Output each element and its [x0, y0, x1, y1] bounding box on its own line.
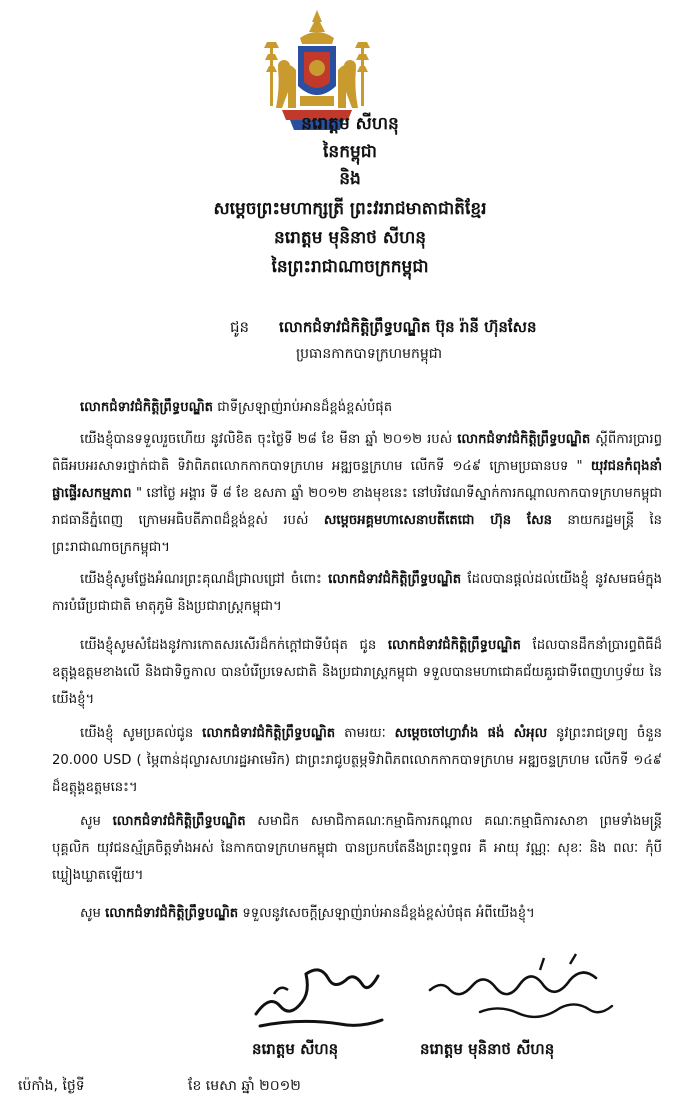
paragraph-blessing — [52, 808, 662, 889]
p2-text-a: យើងខ្ញុំបានទទួលរួចហើយ នូវលិខិត ចុះថ្ងៃទី ២៨ ខែ មីនា ឆ្នាំ ២០១២ របស់ — [80, 432, 458, 447]
p7-honorific: លោកជំទាវជំកិត្តិព្រឹទ្ធបណ្ឌិត — [105, 906, 239, 921]
signature-name-queen: នរោត្តម មុនិនាថ សីហនុ — [420, 1040, 555, 1058]
p4-text-a: យើងខ្ញុំសូមសំដែងនូវការកោតសរសើរដ៏កក់ក្តៅជាទីបំផុត ជូន — [80, 638, 388, 653]
header-queen-title: សម្តេចព្រះមហាក្សត្រី ព្រះវររាជមាតាជាតិខ្មែរ — [213, 199, 487, 219]
p5-honorific: លោកជំទាវជំកិត្តិព្រឹទ្ធបណ្ឌិត — [202, 726, 336, 741]
footer-month-year: ខែ មេសា ឆ្នាំ ២០១២ — [188, 1078, 301, 1094]
p3-text-c: ដែលបានផ្តល់ដល់យើងខ្ញុំ នូវសមធម៌ក្នុងការបំរើប្រជាជាតិ មាតុភូមិ និងប្រជារាស្ត្រកម្ពុជា។ — [52, 572, 662, 614]
p6-text-a: សូម — [80, 814, 113, 829]
honorific: លោកជំទាវជំកិត្តិព្រឹទ្ធបណ្ឌិត — [80, 400, 214, 415]
p2-honorific: លោកជំទាវជំកិត្តិព្រឹទ្ធបណ្ឌិត — [457, 432, 591, 447]
p7-text-a: សូម — [80, 906, 106, 921]
recipient-line — [230, 318, 537, 340]
p3-text-a: យើងខ្ញុំសូមថ្លែងអំណរព្រះគុណដ៏ជ្រាលជ្រៅ ចំពោះ — [80, 572, 329, 587]
recipient-title: ប្រធានកាកបាទក្រហមកម្ពុជា — [296, 346, 443, 362]
recipient-label: ជូន — [230, 318, 250, 336]
paragraph-closing — [52, 900, 662, 927]
paragraph-letter-received — [52, 426, 662, 561]
signature-king-icon — [250, 944, 390, 1034]
paragraph-gratitude — [52, 566, 662, 620]
header-of-cambodia: នៃកម្ពុជា — [323, 142, 377, 162]
p2-text-e: " នៅថ្ងៃ អង្គារ ទី ៨ ខែ ឧសភា ឆ្នាំ ២០១២ ខាងមុខនេះ នៅបរិវេណទីស្នាក់ការកណ្តាលកាកបាទក្រហមកម្ពុជា រាជធានីភ្នំពេញ ក្រោមអធិបតីភាពដ៏ខ្ពង់ខ្ពស់ របស់ — [52, 486, 662, 528]
footer-place-date: ប៉េកាំង, ថ្ងៃទី — [18, 1078, 85, 1094]
salutation-paragraph — [52, 394, 662, 421]
p5-text-c: តាមរយៈ — [335, 726, 395, 741]
p7-text-c: ទទួលនូវសេចក្តីស្រឡាញ់រាប់អានដ៏ខ្ពង់ខ្ពស់បំផុត អំពីយើងខ្ញុំ។ — [238, 906, 535, 921]
salutation-text: ជាទីស្រឡាញ់រាប់អានដ៏ខ្ពង់ខ្ពស់បំផុត — [213, 400, 393, 415]
p2-theme: យុវជនកំពុងនាំផ្លាផ្ទើរសកម្មភាព — [52, 459, 662, 501]
header-kingdom: នៃព្រះរាជាណាចក្រកម្ពុជា — [271, 257, 429, 277]
paragraph-praise — [52, 632, 662, 713]
p6-honorific: លោកជំទាវជំកិត្តិព្រឹទ្ធបណ្ឌិត — [112, 814, 246, 829]
p2-text-c: ស្តីពីការប្រារព្ធពិធីអបអរសាទរថ្នាក់ជាតិ ទិវាពិភពលោកកាកបាទក្រហម អឌ្ឍចន្ទក្រហម លើកទី ១៤៩ ក្រោមប្រធានបទ " — [52, 432, 662, 474]
paragraph-donation — [52, 720, 662, 801]
signature-queen-icon — [420, 950, 620, 1030]
p6-text-c: សមាជិក សមាជិកាគណៈកម្មាធិការកណ្តាល គណៈកម្មាធិការសាខា ព្រមទាំងមន្ត្រី បុគ្គលិក យុវជនស្ម័គ្រចិត្តទាំងអស់ នៃកាកបាទក្រហមកម្ពុជា បានប្រកបតែនឹងព្រះពុទ្ធពរ គឺ អាយុ វណ្ណៈ សុខៈ និង ពលៈ កុំបីឃ្លៀងឃ្លាតឡើយ។ — [52, 814, 662, 883]
recipient-name: លោកជំទាវជំកិត្តិព្រឹទ្ធបណ្ឌិត ប៊ុន រ៉ានី ហ៊ុនសែន — [279, 318, 537, 336]
p2-prime-minister: សម្តេចអគ្គមហាសេនាបតីតេជោ ហ៊ុន សែន — [323, 513, 553, 528]
p5-chamberlain: សម្តេចចៅហ្វាវាំង ផង់ សំអុល — [394, 726, 548, 741]
p5-text-a: យើងខ្ញុំ សូមប្រគល់ជូន — [80, 726, 203, 741]
header-queen-name: នរោត្តម មុនិនាថ សីហនុ — [273, 228, 427, 248]
p5-text-e: នូវព្រះរាជទ្រព្យ ចំនួន 20.000 USD ( ម្ភៃពាន់ដុល្លារសហរដ្ឋអាមេរិក) ជាព្រះរាជូបត្ថម្ភទិវាពិភពលោកកាកបាទក្រហម អឌ្ឍចន្ទក្រហម លើកទី ១៤៩ ដ៏ឧត្តុង្គឧត្តមនេះ។ — [52, 726, 662, 795]
p4-text-c: ដែលបានដឹកនាំប្រារព្ធពិធីដ៏ឧត្តុង្គឧត្តមខាងលើ និងជាទិច្ចកាល បានបំរើប្រទេសជាតិ និងប្រជារាស្ត្រកម្ពុជា ទទួលបានមហាជោគជ័យគួរជាទីពេញហឫទ័យ នៃយើងខ្ញុំ។ — [52, 638, 662, 707]
header-name-sihanouk: នរោត្តម សីហនុ — [301, 114, 399, 134]
header-and: និង — [339, 169, 361, 189]
p4-honorific: លោកជំទាវជំកិត្តិព្រឹទ្ធបណ្ឌិត — [387, 638, 521, 653]
p2-text-g: នាយករដ្ឋមន្ត្រី នៃព្រះរាជាណាចក្រកម្ពុជា។ — [52, 513, 662, 555]
p3-honorific: លោកជំទាវជំកិត្តិព្រឹទ្ធបណ្ឌិត — [328, 572, 462, 587]
signature-name-king: នរោត្តម សីហនុ — [252, 1040, 339, 1058]
